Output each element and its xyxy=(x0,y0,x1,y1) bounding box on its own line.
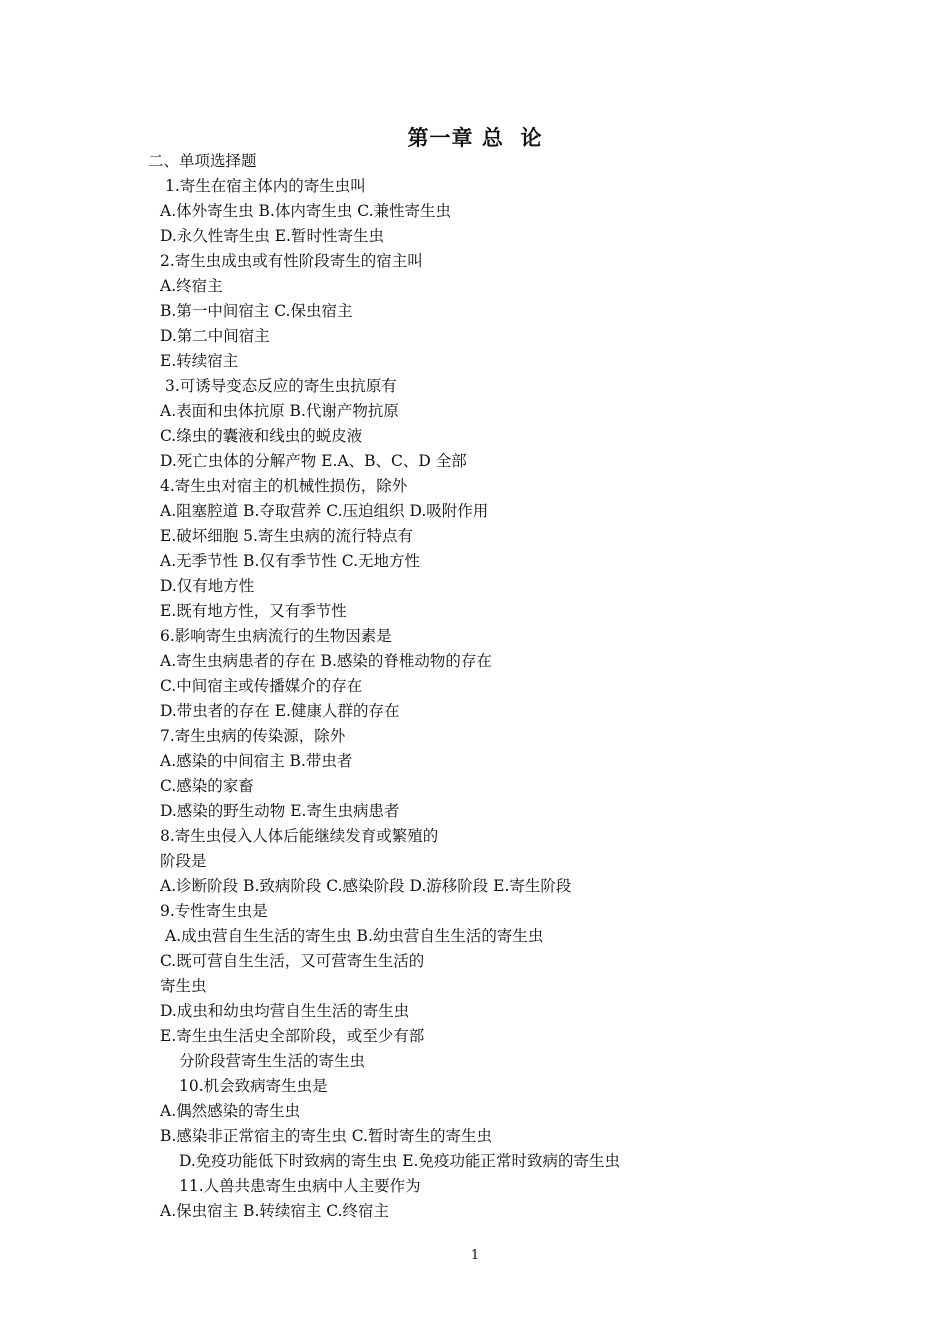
option-line: A.无季节性 B.仅有季节性 C.无地方性 xyxy=(160,552,421,570)
question-line: 7.寄生虫病的传染源，除外 xyxy=(160,727,346,745)
question-line: 2.寄生虫成虫或有性阶段寄生的宿主叫 xyxy=(160,252,423,270)
option-line: D.成虫和幼虫均营自生生活的寄生虫 xyxy=(160,1002,410,1020)
question-line: 9.专性寄生虫是 xyxy=(160,902,268,920)
question-line: 阶段是 xyxy=(160,852,207,870)
option-line: A.成虫营自生生活的寄生虫 B.幼虫营自生生活的寄生虫 xyxy=(165,927,544,945)
option-line: A.寄生虫病患者的存在 B.感染的脊椎动物的存在 xyxy=(160,652,492,670)
question-line: 4.寄生虫对宿主的机械性损伤，除外 xyxy=(160,477,408,495)
page-title: 第一章 总 论 xyxy=(407,125,543,150)
option-line: A.诊断阶段 B.致病阶段 C.感染阶段 D.游移阶段 E.寄生阶段 xyxy=(160,877,572,895)
section-heading: 二、单项选择题 xyxy=(148,152,257,170)
option-line: D.仅有地方性 xyxy=(160,577,255,595)
option-line: A.感染的中间宿主 B.带虫者 xyxy=(160,752,353,770)
question-line: 8.寄生虫侵入人体后能继续发育或繁殖的 xyxy=(160,827,439,845)
option-line: 分阶段营寄生生活的寄生虫 xyxy=(179,1052,366,1070)
option-line: A.表面和虫体抗原 B.代谢产物抗原 xyxy=(160,402,399,420)
option-line: C.中间宿主或传播媒介的存在 xyxy=(160,677,363,695)
option-line: D.带虫者的存在 E.健康人群的存在 xyxy=(160,702,400,720)
option-line: A.终宿主 xyxy=(160,277,223,295)
question-line: 3.可诱导变态反应的寄生虫抗原有 xyxy=(165,377,397,395)
option-line: A.保虫宿主 B.转续宿主 C.终宿主 xyxy=(160,1202,390,1220)
option-line: B.感染非正常宿主的寄生虫 C.暂时寄生的寄生虫 xyxy=(160,1127,492,1145)
option-line: D.死亡虫体的分解产物 E.A、B、C、D 全部 xyxy=(160,452,467,470)
question-line: 11.人兽共患寄生虫病中人主要作为 xyxy=(179,1177,421,1195)
option-line: D.免疫功能低下时致病的寄生虫 E.免疫功能正常时致病的寄生虫 xyxy=(179,1152,620,1170)
option-line: A.阻塞腔道 B.夺取营养 C.压迫组织 D.吸附作用 xyxy=(160,502,489,520)
option-line: E.转续宿主 xyxy=(160,352,239,370)
option-line: C.既可营自生生活，又可营寄生生活的 xyxy=(160,952,425,970)
option-line: 寄生虫 xyxy=(160,977,207,995)
page-number: 1 xyxy=(470,1248,480,1263)
option-line: E.寄生虫生活史全部阶段，或至少有部 xyxy=(160,1027,425,1045)
option-line: C.感染的家畜 xyxy=(160,777,254,795)
question-line: 10.机会致病寄生虫是 xyxy=(179,1077,328,1095)
option-line: E.破坏细胞 5.寄生虫病的流行特点有 xyxy=(160,527,413,545)
question-line: 1.寄生在宿主体内的寄生虫叫 xyxy=(165,177,366,195)
option-line: D.第二中间宿主 xyxy=(160,327,270,345)
option-line: C.绦虫的囊液和线虫的蜕皮液 xyxy=(160,427,363,445)
option-line: D.感染的野生动物 E.寄生虫病患者 xyxy=(160,802,400,820)
option-line: D.永久性寄生虫 E.暂时性寄生虫 xyxy=(160,227,384,245)
option-line: B.第一中间宿主 C.保虫宿主 xyxy=(160,302,353,320)
question-line: 6.影响寄生虫病流行的生物因素是 xyxy=(160,627,392,645)
option-line: A.偶然感染的寄生虫 xyxy=(160,1102,301,1120)
option-line: E.既有地方性，又有季节性 xyxy=(160,602,347,620)
option-line: A.体外寄生虫 B.体内寄生虫 C.兼性寄生虫 xyxy=(160,202,452,220)
